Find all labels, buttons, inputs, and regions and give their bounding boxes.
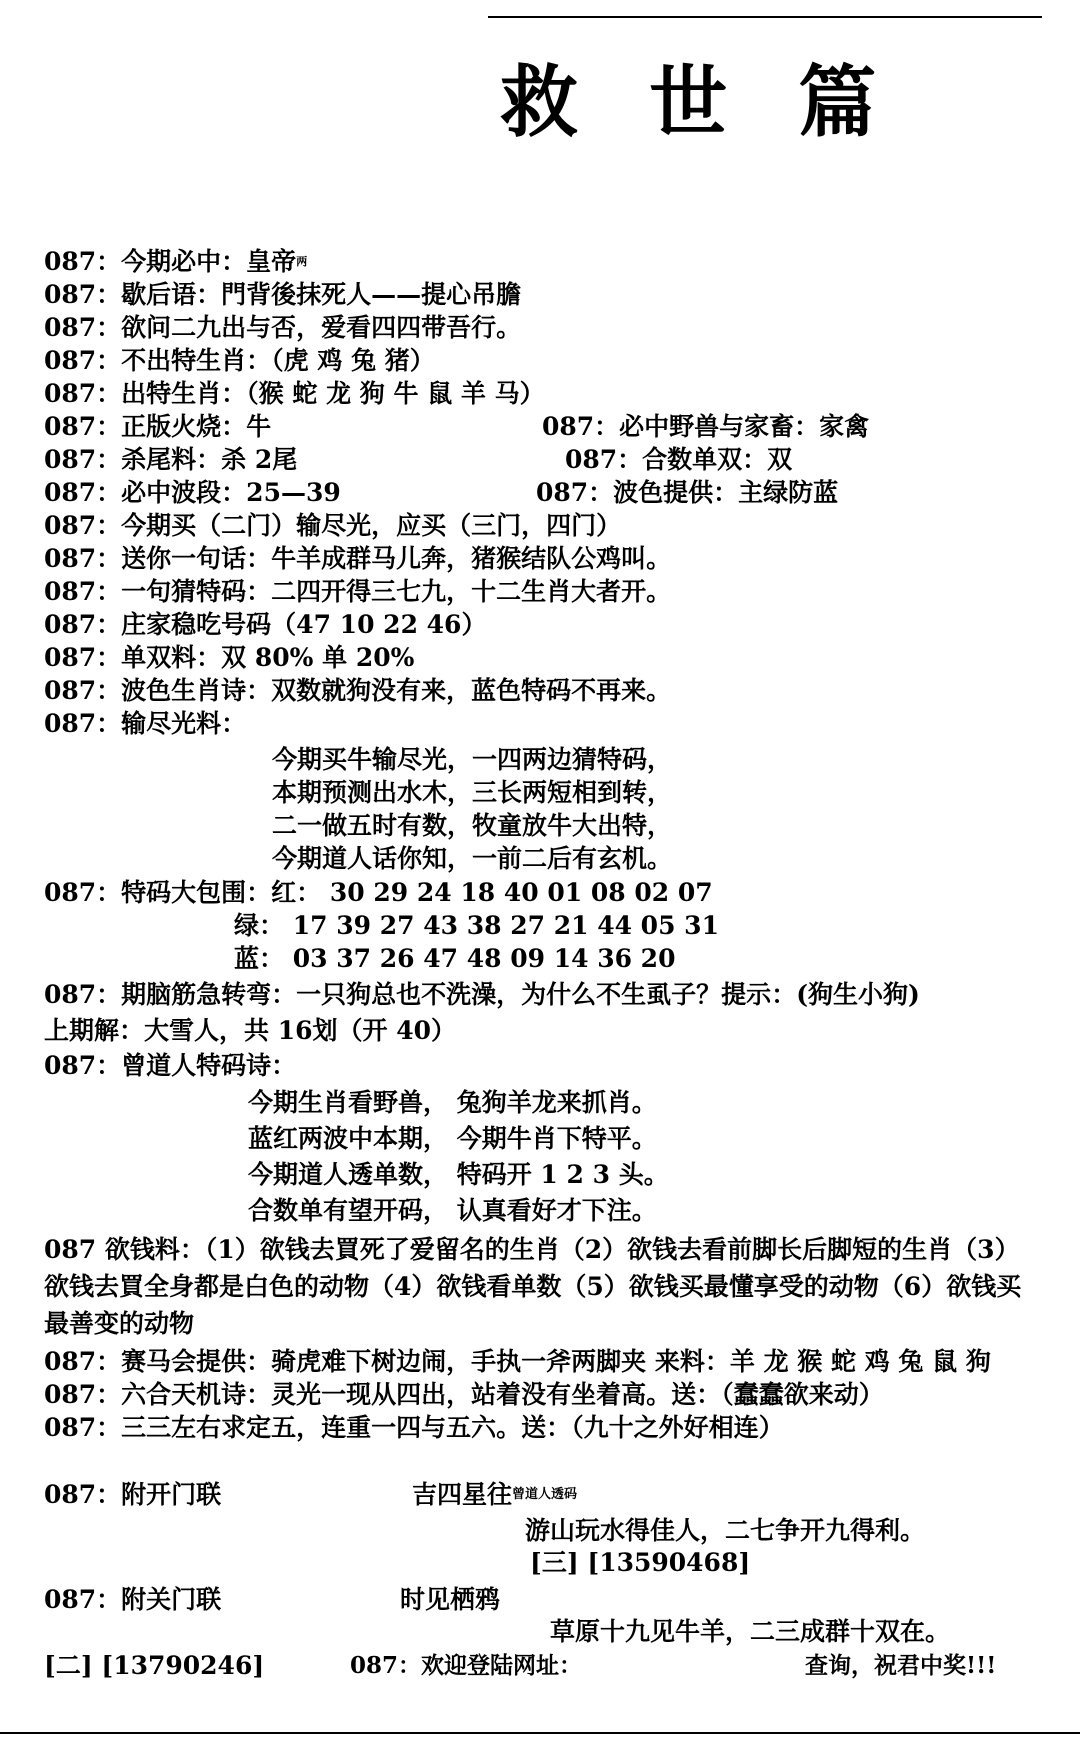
poem1-line: 今期道人话你知，一前二后有玄机。 bbox=[272, 844, 673, 873]
poem2-line: 今期道人透单数， 特码开 1 2 3 头。 bbox=[248, 1160, 669, 1189]
line-wave-poem: 087：波色生肖诗：双数就狗没有来，蓝色特码不再来。 bbox=[44, 676, 672, 705]
line-today-must-hit: 087：今期必中：皇帝$^两$ bbox=[44, 247, 308, 276]
line-fire: 087：正版火烧：牛 bbox=[44, 412, 272, 441]
line-range: 087：必中波段：25—39 bbox=[44, 478, 341, 507]
line-close-couplet: 草原十九见牛羊，二三成群十双在。 bbox=[550, 1617, 951, 1646]
page-title: 救 世 篇 bbox=[500, 57, 899, 148]
line-kill-tail: 087：杀尾料：杀 2尾 bbox=[44, 445, 298, 474]
line-close-couplet-title: 时见栖鸦 bbox=[400, 1585, 501, 1614]
line-no-zodiac: 087：不出特生肖：（虎 鸡 兔 猪） bbox=[44, 346, 435, 375]
line-money-riddles: 087 欲钱料：（1）欲钱去買死了爱留名的生肖（2）欲钱去看前脚长后脚短的生肖（3）欲钱去買全身都是白色的动物（4）欲钱看单数（5）欲钱买最懂享受的动物（6）欲钱买最善变的动物 bbox=[44, 1235, 1022, 1338]
line-website: 087：欢迎登陆网址： bbox=[350, 1652, 583, 1679]
line-poem2-label: 087：曾道人特码诗： bbox=[44, 1051, 297, 1080]
line-close-couplet-label: 087：附关门联 bbox=[44, 1585, 222, 1614]
line-saying: 087：送你一句话：牛羊成群马儿奔，猪猴结队公鸡叫。 bbox=[44, 544, 672, 573]
line-good-luck: 查询，祝君中奖!!! bbox=[805, 1652, 997, 1679]
line-green-numbers: 绿： 17 39 27 43 38 27 21 44 05 31 bbox=[234, 911, 719, 940]
poem2-line: 合数单有望开码， 认真看好才下注。 bbox=[248, 1196, 657, 1225]
poem2-line: 蓝红两波中本期， 今期牛肖下特平。 bbox=[248, 1124, 657, 1153]
line-question: 087：欲问二九出与否，爱看四四带吾行。 bbox=[44, 313, 522, 342]
line-odd-even: 087：单双料：双 80% 单 20% bbox=[44, 643, 415, 672]
line-close-numbers: [二] [13790246] bbox=[44, 1651, 265, 1680]
line-blue-numbers: 蓝： 03 37 26 47 48 09 14 36 20 bbox=[234, 944, 676, 973]
line-animal-type: 087：必中野兽与家畜：家禽 bbox=[542, 412, 870, 441]
line-open-couplet: 游山玩水得佳人，二七争开九得利。 bbox=[525, 1516, 926, 1545]
line-wave-color: 087：波色提供：主绿防蓝 bbox=[536, 478, 839, 507]
bottom-rule bbox=[0, 1732, 1080, 1734]
line-guess-code: 087：一句猜特码：二四开得三七九，十二生肖大者开。 bbox=[44, 577, 672, 606]
poem1-line: 本期预测出水木，三长两短相到转， bbox=[272, 778, 673, 807]
line-odd-even-sum: 087：合数单双：双 bbox=[565, 445, 793, 474]
line-buy-doors: 087：今期买（二门）输尽光，应买（三门，四门） bbox=[44, 511, 622, 540]
poem1-line: 二一做五时有数，牧童放牛大出特， bbox=[272, 811, 673, 840]
top-rule bbox=[488, 16, 1042, 18]
line-last-answer: 上期解：大雪人，共 16划（开 40） bbox=[44, 1016, 456, 1045]
line-heaven-poem: 087：六合天机诗：灵光一现从四出，站着没有坐着高。送：（蠢蠢欲来动） bbox=[44, 1380, 884, 1409]
line-zodiac: 087：出特生肖：（猴 蛇 龙 狗 牛 鼠 羊 马） bbox=[44, 379, 545, 408]
line-jockey-club: 087：赛马会提供：骑虎难下树边闹，手执一斧两脚夹 来料：羊 龙 猴 蛇 鸡 兔 鼠 狗 bbox=[44, 1347, 991, 1376]
poem1-line: 今期买牛输尽光，一四两边猜特码， bbox=[272, 745, 673, 774]
line-open-numbers: [三] [13590468] bbox=[530, 1548, 751, 1577]
line-open-couplet-title: 吉四星往$^{曾道人透码}$ bbox=[412, 1480, 578, 1509]
line-open-couplet-label: 087：附开门联 bbox=[44, 1480, 222, 1509]
line-three-three: 087：三三左右求定五，连重一四与五六。送：（九十之外好相连） bbox=[44, 1413, 784, 1442]
poem2-line: 今期生肖看野兽， 兔狗羊龙来抓肖。 bbox=[248, 1088, 657, 1117]
line-xiehouyu: 087：歇后语：門背後抹死人——提心吊膽 bbox=[44, 280, 522, 309]
line-red-numbers: 087：特码大包围：红： 30 29 24 18 40 01 08 02 07 bbox=[44, 878, 713, 907]
line-banker-numbers: 087：庄家稳吃号码（47 10 22 46） bbox=[44, 610, 487, 639]
line-lose-all-label: 087：输尽光料： bbox=[44, 709, 247, 738]
line-brain-teaser: 087：期脑筋急转弯：一只狗总也不洗澡，为什么不生虱子？提示：(狗生小狗) bbox=[44, 980, 920, 1009]
